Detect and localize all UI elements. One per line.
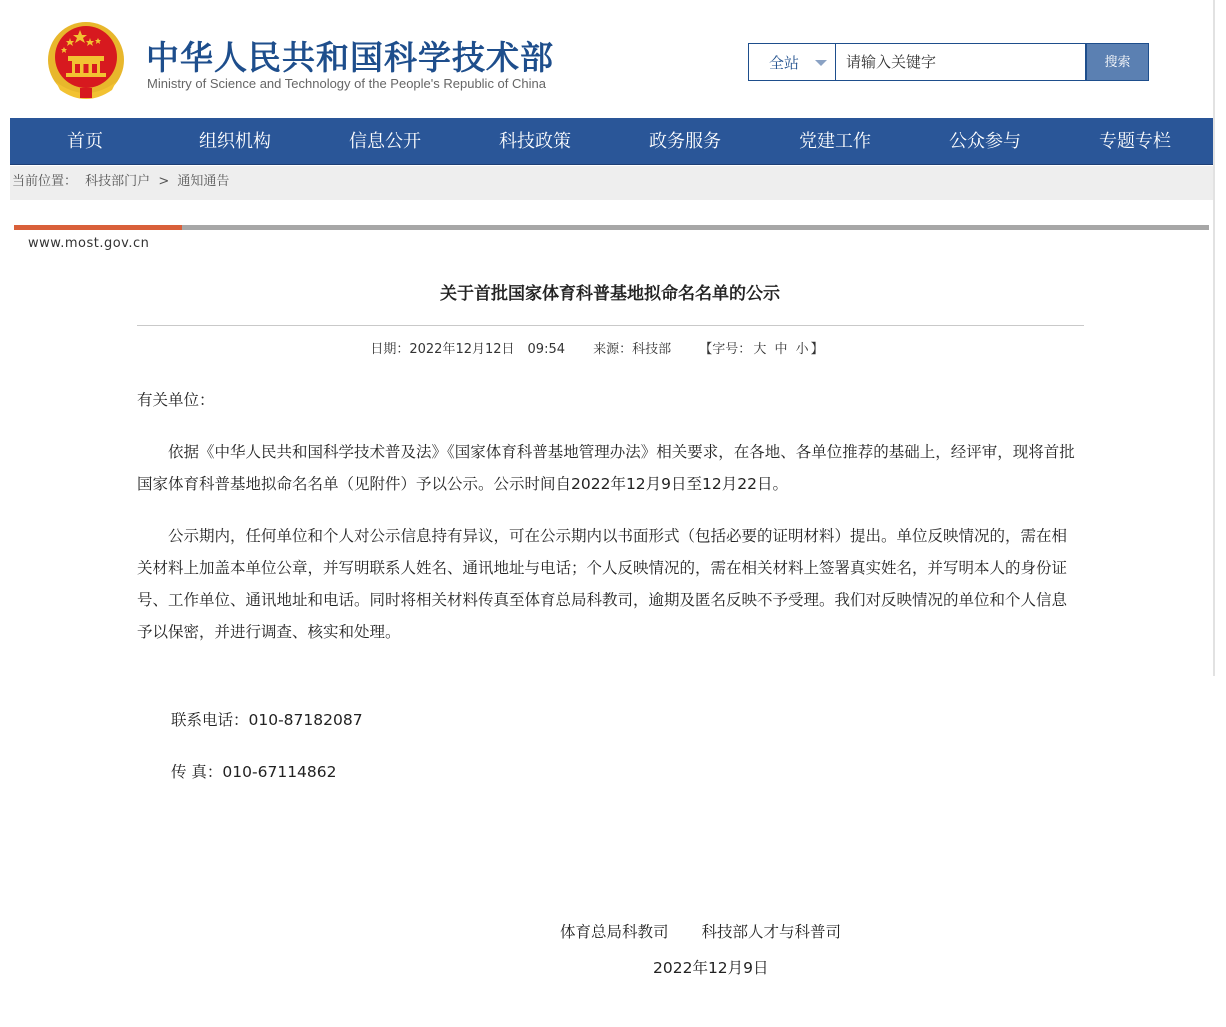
signer-most: 科技部人才与科普司: [701, 923, 841, 941]
breadcrumb-separator: >: [158, 174, 170, 189]
font-size-close: 】: [810, 342, 824, 357]
nav-item-home[interactable]: 首页: [67, 131, 103, 152]
article-date: [370, 342, 565, 357]
chevron-down-icon: [815, 60, 827, 66]
breadcrumb-current[interactable]: 通知通告: [177, 174, 230, 189]
nav-item-services[interactable]: 政务服务: [649, 131, 721, 152]
nav-item-topics[interactable]: 专题专栏: [1099, 131, 1171, 152]
search-bar: [748, 43, 1150, 81]
national-emblem-icon[interactable]: [46, 20, 126, 102]
nav-item-information[interactable]: 信息公开: [349, 131, 421, 152]
contact-phone: 联系电话：010-87182087: [171, 711, 363, 729]
site-title[interactable]: 中华人民共和国科学技术部: [146, 38, 554, 77]
nav-item-organization[interactable]: 组织机构: [199, 131, 271, 152]
font-medium-link[interactable]: 中: [774, 342, 788, 357]
signature: [560, 916, 869, 948]
font-large-link[interactable]: 大: [753, 342, 767, 357]
title-divider: [137, 325, 1084, 326]
article-title: 关于首批国家体育科普基地拟命名名单的公示: [440, 284, 780, 304]
signature-date: 2022年12月9日: [653, 959, 769, 977]
site-url: www.most.gov.cn: [28, 236, 150, 251]
salutation: 有关单位：: [137, 391, 215, 409]
date-value: 2022年12月12日 09:54: [409, 342, 565, 357]
search-input[interactable]: 请输入关键字: [836, 43, 1086, 81]
signer-sports: 体育总局科教司: [560, 923, 669, 941]
divider-accent: [14, 225, 182, 230]
font-size-switch: [699, 342, 823, 357]
nav-item-public[interactable]: 公众参与: [949, 131, 1021, 152]
site-header: [0, 0, 1226, 118]
breadcrumb-label: 当前位置：: [12, 174, 78, 189]
search-scope-value: 全站: [769, 54, 800, 72]
site-subtitle: Ministry of Science and Technology of the People's Republic of China: [147, 76, 546, 91]
paragraph: 依据《中华人民共和国科学技术普及法》《国家体育科普基地管理办法》相关要求，在各地、各单位推荐的基础上，经评审，现将首批国家体育科普基地拟命名名单（见附件）予以公示。公示时间自2022年12月9日至12月22日。: [137, 443, 1075, 493]
nav-item-party[interactable]: 党建工作: [799, 131, 871, 152]
article-body: [137, 384, 1082, 668]
contact-info: [171, 704, 363, 808]
main-nav: [10, 118, 1213, 165]
search-button[interactable]: 搜索: [1086, 43, 1149, 81]
font-size-label: 【字号：: [699, 342, 752, 357]
divider-bar: [14, 225, 1209, 230]
search-scope-select[interactable]: [748, 43, 836, 81]
font-small-link[interactable]: 小: [795, 342, 809, 357]
date-label: 日期：: [370, 342, 410, 357]
breadcrumb-home[interactable]: 科技部门户: [85, 174, 151, 189]
paragraph: 公示期内，任何单位和个人对公示信息持有异议，可在公示期内以书面形式（包括必要的证明材料）提出。单位反映情况的，需在相关材料上加盖本单位公章，并写明联系人姓名、通讯地址与电话；个人反映情况的，需在相关材料上签署真实姓名，并写明本人的身份证号、工作单位、通讯地址和电话。同时将相关材料传真至体育总局科教司，逾期及匿名反映不予受理。我们对反映情况的单位和个人信息予以保密，并进行调查、核实和处理。: [137, 527, 1068, 641]
article-meta: [0, 338, 1194, 357]
window-edge: [1213, 0, 1215, 676]
breadcrumb: [10, 166, 1213, 200]
nav-item-policy[interactable]: 科技政策: [499, 131, 571, 152]
contact-fax: 传 真：010-67114862: [171, 763, 337, 781]
article-source: 来源：科技部: [593, 342, 672, 357]
